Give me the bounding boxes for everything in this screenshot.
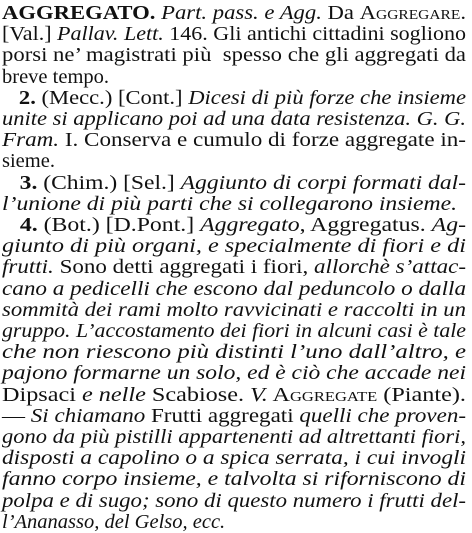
entry-line [2, 278, 466, 300]
entry-text: (Chim.) [Sel.] [37, 171, 181, 194]
entry-line [2, 511, 225, 533]
entry-text: AGGREGATO. [2, 2, 156, 24]
entry-text: Scabiose. [151, 383, 251, 406]
entry-line [2, 214, 466, 236]
entry-text: , Aggregatus. [299, 214, 432, 236]
entry-text: Dicesi di più forze che insieme [188, 86, 467, 109]
entry-line [2, 235, 466, 257]
entry-text: sommità dei rami molto ravvicinati e raccolti in un [2, 298, 466, 321]
entry-line [2, 256, 466, 278]
entry-text: V. [250, 383, 268, 406]
entry-text: l’unione di più parti che si collegarono insieme. [2, 192, 457, 215]
entry-text: Frutti aggregati [145, 404, 300, 427]
entry-line [2, 66, 109, 88]
entry-text: Pallav. Lett. [57, 23, 164, 46]
entry-line [2, 405, 466, 427]
entry-text: polpa e di sugo; sono di questo numero i frutti del- [2, 489, 466, 512]
entry-text: frutti. [2, 256, 54, 279]
entry-line [2, 341, 466, 363]
entry-text: 3. [2, 171, 38, 194]
entry-text: breve tempo. [2, 65, 110, 88]
entry-text: — [2, 404, 31, 427]
entry-line [2, 23, 466, 45]
entry-text: (Mecc.) [Cont.] [35, 86, 189, 109]
entry-line [2, 172, 466, 194]
entry-text: Ag- [431, 214, 467, 236]
entry-line [2, 150, 55, 172]
entry-text: (Piante). [377, 383, 466, 406]
entry-text: allorchè s’attac- [314, 256, 466, 279]
entry-text: gono da più pistilli appartenenti ad altrettanti fiori, [2, 426, 466, 448]
entry-line [2, 44, 466, 66]
entry-line [2, 193, 457, 215]
entry-line [2, 426, 466, 448]
entry-text: Aggregato [200, 214, 300, 236]
entry-text: (Bot.) [D.Pont.] [37, 214, 201, 236]
entry-line [2, 129, 466, 151]
entry-text: porsi ne’ magistrati più spesso che gli aggregati da [2, 44, 467, 67]
entry-text: l’Ananasso, del Gelso, ecc. [2, 510, 226, 533]
entry-line [2, 447, 466, 469]
entry-line [2, 2, 466, 24]
entry-text: fanno corpo insieme, e talvolta si riforniscono di [2, 468, 467, 491]
entry-text: Si chiamano [30, 404, 146, 427]
entry-line [2, 299, 466, 321]
entry-text: 146. Gli antichi cittadini sogliono [163, 23, 466, 46]
entry-line [2, 362, 466, 384]
entry-text: 2. [2, 86, 36, 109]
entry-text: Aggiunto di corpi formati dal- [180, 171, 467, 194]
entry-text: I. Conserva e cumulo di forze aggregate in- [59, 129, 466, 152]
entry-text: unite si applicano poi ad una data resistenza. G. G. [2, 108, 467, 130]
entry-text: pajono formarne un solo, ed è ciò che accade nei [2, 362, 467, 385]
entry-text: cano a pedicelli che escono dal peduncolo o dalla [2, 277, 467, 300]
entry-text: Da [321, 2, 360, 24]
entry-text: 4. [2, 214, 38, 236]
entry-text: . [460, 2, 466, 24]
entry-text: gruppo. L’accostamento dei fiori in alcuni casi è tale [2, 320, 466, 342]
entry-text: quelli che proven- [299, 404, 466, 427]
entry-text: Sono detti aggregati i fiori, [53, 256, 315, 279]
entry-text: Fram. [2, 129, 60, 152]
entry-text: sieme. [2, 150, 55, 173]
entry-text: Aggregare [359, 2, 461, 24]
entry-text: Dipsaci [2, 383, 76, 406]
entry-text: disposti a capolino o a spica serrata, i cui invogli [2, 447, 466, 470]
entry-line [2, 468, 466, 490]
entry-text: giunto di più organi, e specialmente di fiori e di [2, 235, 467, 258]
entry-line [2, 384, 466, 406]
entry-text: [Val.] [2, 23, 58, 46]
entry-text: Part. pass. e Agg. [155, 2, 322, 24]
entry-text: e nelle [75, 383, 152, 406]
entry-line [2, 108, 466, 130]
entry-text: Aggregate [267, 383, 378, 406]
entry-text: che non riescono più distinti l’uno dall’altro, e [2, 341, 466, 364]
entry-line [2, 320, 466, 342]
entry-line [2, 490, 466, 512]
entry-line [2, 87, 466, 109]
